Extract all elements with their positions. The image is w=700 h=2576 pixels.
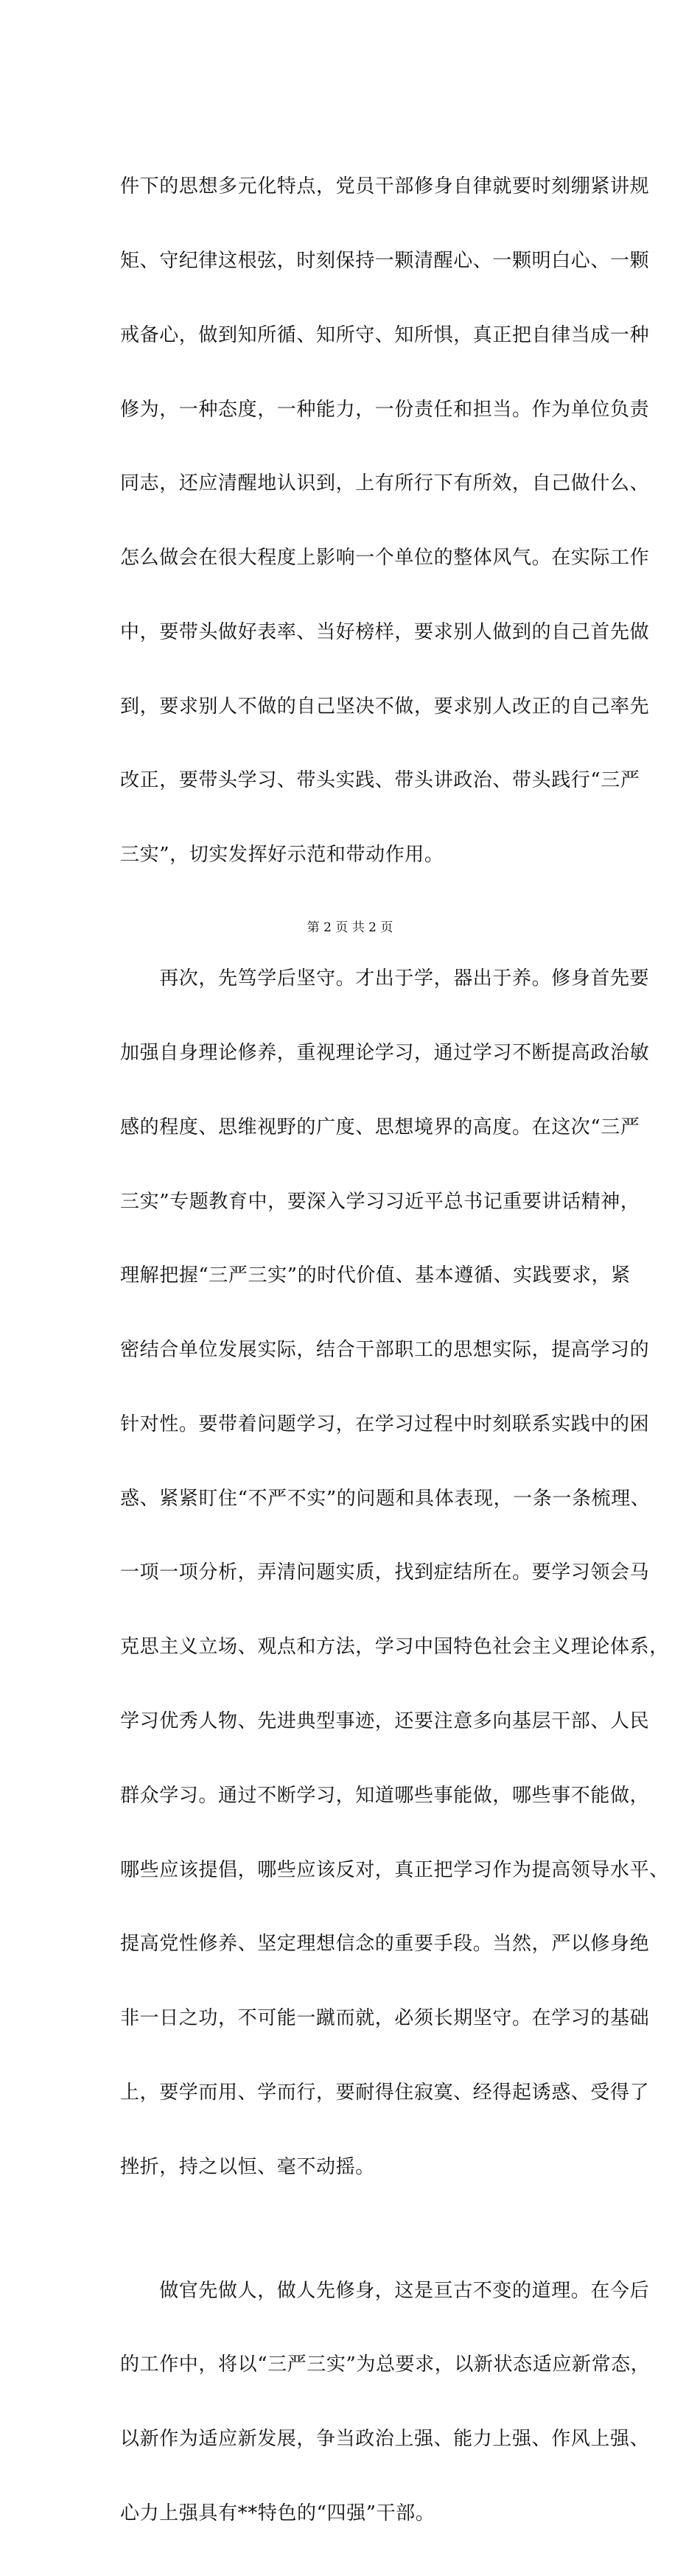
text-line: 群众学习。通过不断学习，知道哪些事能做，哪些事不能做， — [120, 1784, 650, 1807]
text-line: 一项一项分析，弄清问题实质，找到症结所在。要学习领会马 — [120, 1561, 650, 1584]
text-line: 上，要学而用、学而行，要耐得住寂寞、经得起诱惑、受得了 — [120, 2081, 650, 2104]
text-line: 感的程度、思维视野的广度、思想境界的高度。在这次“三严 — [120, 1116, 640, 1138]
text-line: 做官先做人，做人先修身，这是亘古不变的道理。在今后 — [120, 2279, 650, 2302]
text-line: 三实”，切实发挥好示范和带动作用。 — [120, 844, 444, 867]
text-line: 提高党性修养、坚定理想信念的重要手段。当然，严以修身绝 — [120, 1933, 650, 1956]
text-line: 中，要带头做好表率、当好榜样，要求别人做到的自己首先做 — [120, 620, 650, 643]
text-line: 矩、守纪律这根弦，时刻保持一颗清醒心、一颗明白心、一颗 — [120, 249, 650, 272]
text-line: 针对性。要带着问题学习，在学习过程中时刻联系实践中的困 — [120, 1413, 650, 1435]
text-line: 件下的思想多元化特点，党员干部修身自律就要时刻绷紧讲规 — [120, 175, 650, 198]
text-line: 挫折，持之以恒、毫不动摇。 — [120, 2155, 375, 2178]
text-line: 三实”专题教育中，要深入学习习近平总书记重要讲话精神， — [120, 1190, 640, 1213]
paragraph-conclusion — [120, 2229, 651, 2575]
text-line: 理解把握“三严三实”的时代价值、基本遵循、实践要求，紧 — [120, 1264, 631, 1287]
text-line: 以新作为适应新发展，争当政治上强、能力上强、作风上强、 — [120, 2428, 650, 2451]
paragraph-continuation — [120, 125, 650, 917]
text-line: 哪些应该提倡，哪些应该反对，真正把学习作为提高领导水平、 — [120, 1858, 669, 1881]
text-line: 的工作中，将以“三严三实”为总要求，以新状态适应新常态， — [120, 2353, 651, 2376]
text-line: 非一日之功，不可能一蹴而就，必须长期坚守。在学习的基础 — [120, 2007, 650, 2030]
text-line: 学习优秀人物、先进典型事迹，还要注意多向基层干部、人民 — [120, 1710, 650, 1732]
text-line: 改正，要带头学习、带头实践、带头讲政治、带头践行“三严 — [120, 769, 640, 792]
text-line: 怎么做会在很大程度上影响一个单位的整体风气。在实际工作 — [120, 547, 650, 570]
text-line: 密结合单位发展实际，结合干部职工的思想实际，提高学习的 — [120, 1339, 650, 1362]
paragraph-study — [120, 917, 669, 2229]
text-line: 同志，还应清醒地认识到，上有所行下有所效，自己做什么、 — [120, 472, 650, 495]
text-line: 惑、紧紧盯住“不严不实”的问题和具体表现，一条一条梳理、 — [120, 1487, 651, 1510]
text-line: 克思主义立场、观点和方法，学习中国特色社会主义理论体系， — [120, 1636, 669, 1659]
page-footer: 第 2 页 共 2 页 — [307, 920, 393, 935]
text-line: 戒备心，做到知所循、知所守、知所惧，真正把自律当成一种 — [120, 323, 650, 346]
text-line: 加强自身理论修养，重视理论学习，通过学习不断提高政治敏 — [120, 1041, 650, 1064]
text-line: 到，要求别人不做的自己坚决不做，要求别人改正的自己率先 — [120, 695, 650, 718]
text-line: 再次，先笃学后坚守。才出于学，器出于养。修身首先要 — [120, 967, 650, 990]
document-body — [120, 125, 669, 2576]
text-line: 修为，一种态度，一种能力，一份责任和担当。作为单位负责 — [120, 398, 650, 421]
text-line: 心力上强具有**特色的“四强”干部。 — [120, 2502, 435, 2524]
